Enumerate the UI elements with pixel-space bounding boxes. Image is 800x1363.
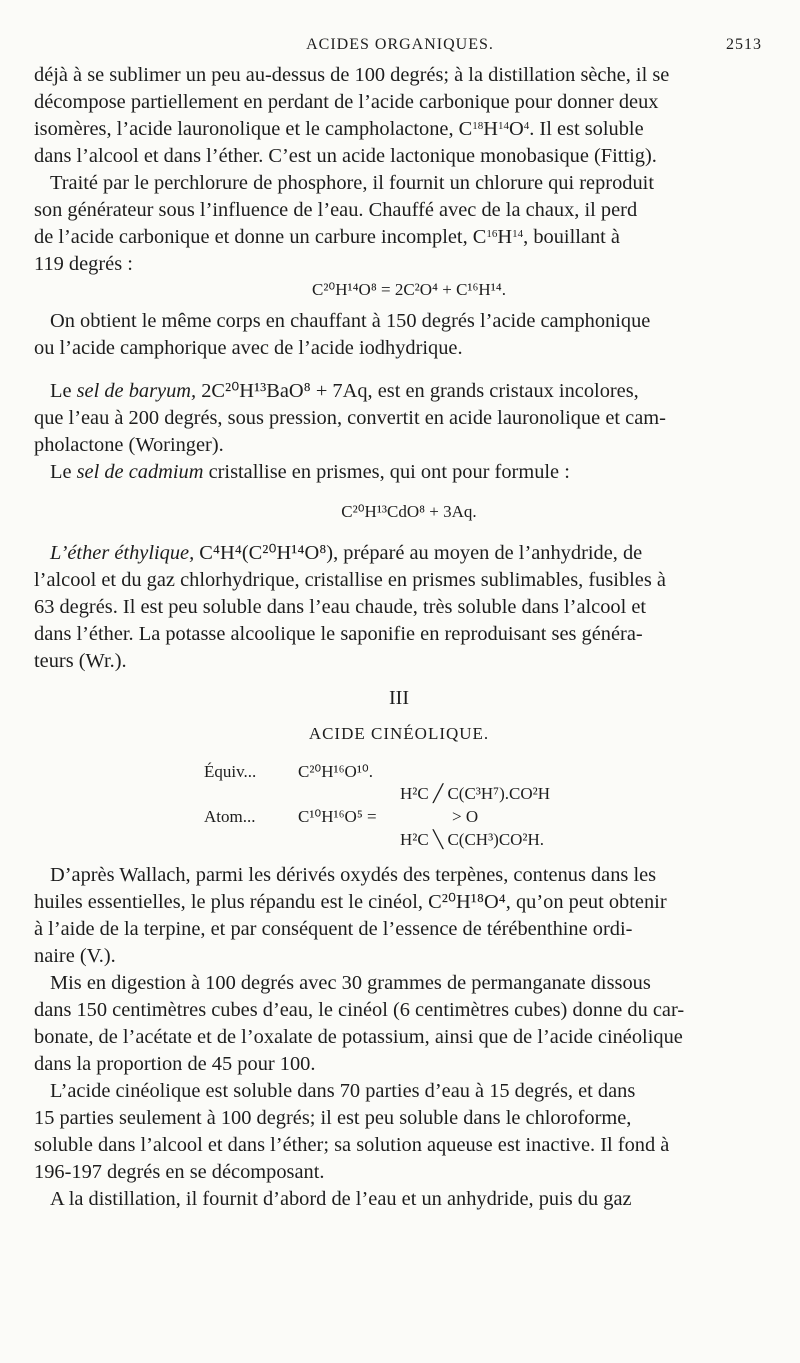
structure-formulas: [34, 754, 764, 849]
line: Traité par le perchlorure de phosphore, il fournit un chlorure qui reproduit: [50, 172, 654, 194]
italic-term: sel de baryum,: [76, 380, 197, 402]
line: dans l’éther. La potasse alcoolique le saponifie en reproduisant ses généra-: [34, 623, 643, 645]
section-number: III: [389, 687, 409, 709]
line: isomères, l’acide lauronolique et le campholactone, $C^{18}H^{14}O^4$. Il est soluble: [34, 118, 644, 140]
equiv-label: Équiv...: [204, 762, 257, 781]
paragraph-6: L’éther éthylique, C⁴H⁴(C²⁰H¹⁴O⁸), préparé au moyen de l’anhydride, de l’alcool et du gaz chlorhydrique, cristallise en prismes sublimables, fusibles à 63 degrés. Il est peu soluble dans l’eau chaude, très soluble dans l’alcool et dans l’éther. La potasse alcoolique le saponifie en reproduisant ses généra- teurs (Wr.).: [34, 542, 666, 672]
atom-formula: C¹⁰H¹⁶O⁵ =: [298, 807, 377, 826]
line: D’après Wallach, parmi les dérivés oxydés des terpènes, contenus dans les: [50, 864, 657, 886]
line: l’alcool et du gaz chlorhydrique, cristallise en prismes sublimables, fusibles à: [34, 569, 666, 591]
paragraph-3: [34, 308, 764, 362]
paragraph-1: [34, 62, 764, 170]
line: A la distillation, il fournit d’abord de l’eau et un anhydride, puis du gaz: [50, 1188, 632, 1210]
line: déjà à se sublimer un peu au-dessus de 100 degrés; à la distillation sèche, il se: [34, 64, 670, 86]
line: dans la proportion de 45 pour 100.: [34, 1053, 316, 1075]
line: que l’eau à 200 degrés, sous pression, convertit en acide lauronolique et cam-: [34, 407, 666, 429]
atom-bot: H²C ╲ C(CH³)CO²H.: [400, 830, 545, 849]
equation-2: C²⁰H¹³CdO⁸ + 3Aq.: [341, 502, 477, 521]
line: dans l’alcool et dans l’éther. C’est un acide lactonique monobasique (Fittig).: [34, 145, 657, 167]
line: décompose partiellement en perdant de l’acide carbonique pour donner deux: [34, 91, 659, 113]
line: 63 degrés. Il est peu soluble dans l’eau chaude, très soluble dans l’alcool et: [34, 596, 647, 618]
line: de l’acide carbonique et donne un carbure incomplet, $C^{16}H^{14}$, bouillant à: [34, 226, 620, 248]
line: 15 parties seulement à 100 degrés; il est peu soluble dans le chloroforme,: [34, 1107, 632, 1129]
paragraph-7: [34, 862, 764, 970]
equation-1: C²⁰H¹⁴O⁸ = 2C²O⁴ + C¹⁶H¹⁴.: [312, 280, 506, 299]
line: On obtient le même corps en chauffant à 150 degrés l’acide camphonique: [50, 310, 651, 332]
line: teurs (Wr.).: [34, 650, 127, 672]
page-number: 2513: [726, 36, 762, 53]
italic-term: L’éther éthylique,: [50, 542, 195, 564]
line: pholactone (Woringer).: [34, 434, 224, 456]
line: 119 degrés :: [34, 253, 133, 275]
section-title: ACIDE CINÉOLIQUE.: [308, 724, 490, 743]
line: dans 150 centimètres cubes d’eau, le cinéol (6 centimètres cubes) donne du car-: [34, 999, 685, 1021]
line: naire (V.).: [34, 945, 116, 967]
paragraph-2: [34, 170, 764, 278]
paragraph-4: Le sel de baryum, 2C²⁰H¹³BaO⁸ + 7Aq, est en grands cristaux incolores, que l’eau à 200 degrés, sous pression, convertit en acide lauronolique et cam- pholactone (Woringer).: [34, 380, 666, 456]
header-title: ACIDES ORGANIQUES.: [306, 36, 494, 53]
running-header: [0, 36, 800, 60]
line: bonate, de l’acétate et de l’oxalate de potassium, ainsi que de l’acide cinéolique: [34, 1026, 683, 1048]
paragraph-8: [34, 970, 764, 1078]
equiv-formula: C²⁰H¹⁶O¹⁰.: [298, 762, 373, 781]
line: soluble dans l’alcool et dans l’éther; sa solution aqueuse est inactive. Il fond à: [34, 1134, 670, 1156]
line: ou l’acide camphorique avec de l’acide iodhydrique.: [34, 337, 463, 359]
line: huiles essentielles, le plus répandu est le cinéol, C²⁰H¹⁸O⁴, qu’on peut obtenir: [34, 891, 667, 913]
paragraph-5: Le sel de cadmium cristallise en prismes, qui ont pour formule :: [50, 461, 570, 483]
line: 196-197 degrés en se décomposant.: [34, 1161, 325, 1183]
line: son générateur sous l’influence de l’eau. Chauffé avec de la chaux, il perd: [34, 199, 638, 221]
paragraph-9: [34, 1078, 764, 1186]
atom-top: H²C ╱ C(C³H⁷).CO²H: [400, 784, 550, 803]
line: Mis en digestion à 100 degrés avec 30 grammes de permanganate dissous: [50, 972, 651, 994]
atom-mid: > O: [452, 807, 479, 826]
paragraph-10: [34, 1186, 764, 1213]
line: à l’aide de la terpine, et par conséquent de l’essence de térébenthine ordi-: [34, 918, 633, 940]
line: L’acide cinéolique est soluble dans 70 parties d’eau à 15 degrés, et dans: [50, 1080, 636, 1102]
page-body: [34, 62, 764, 1213]
italic-term: sel de cadmium: [76, 461, 204, 483]
atom-label: Atom...: [204, 807, 256, 826]
